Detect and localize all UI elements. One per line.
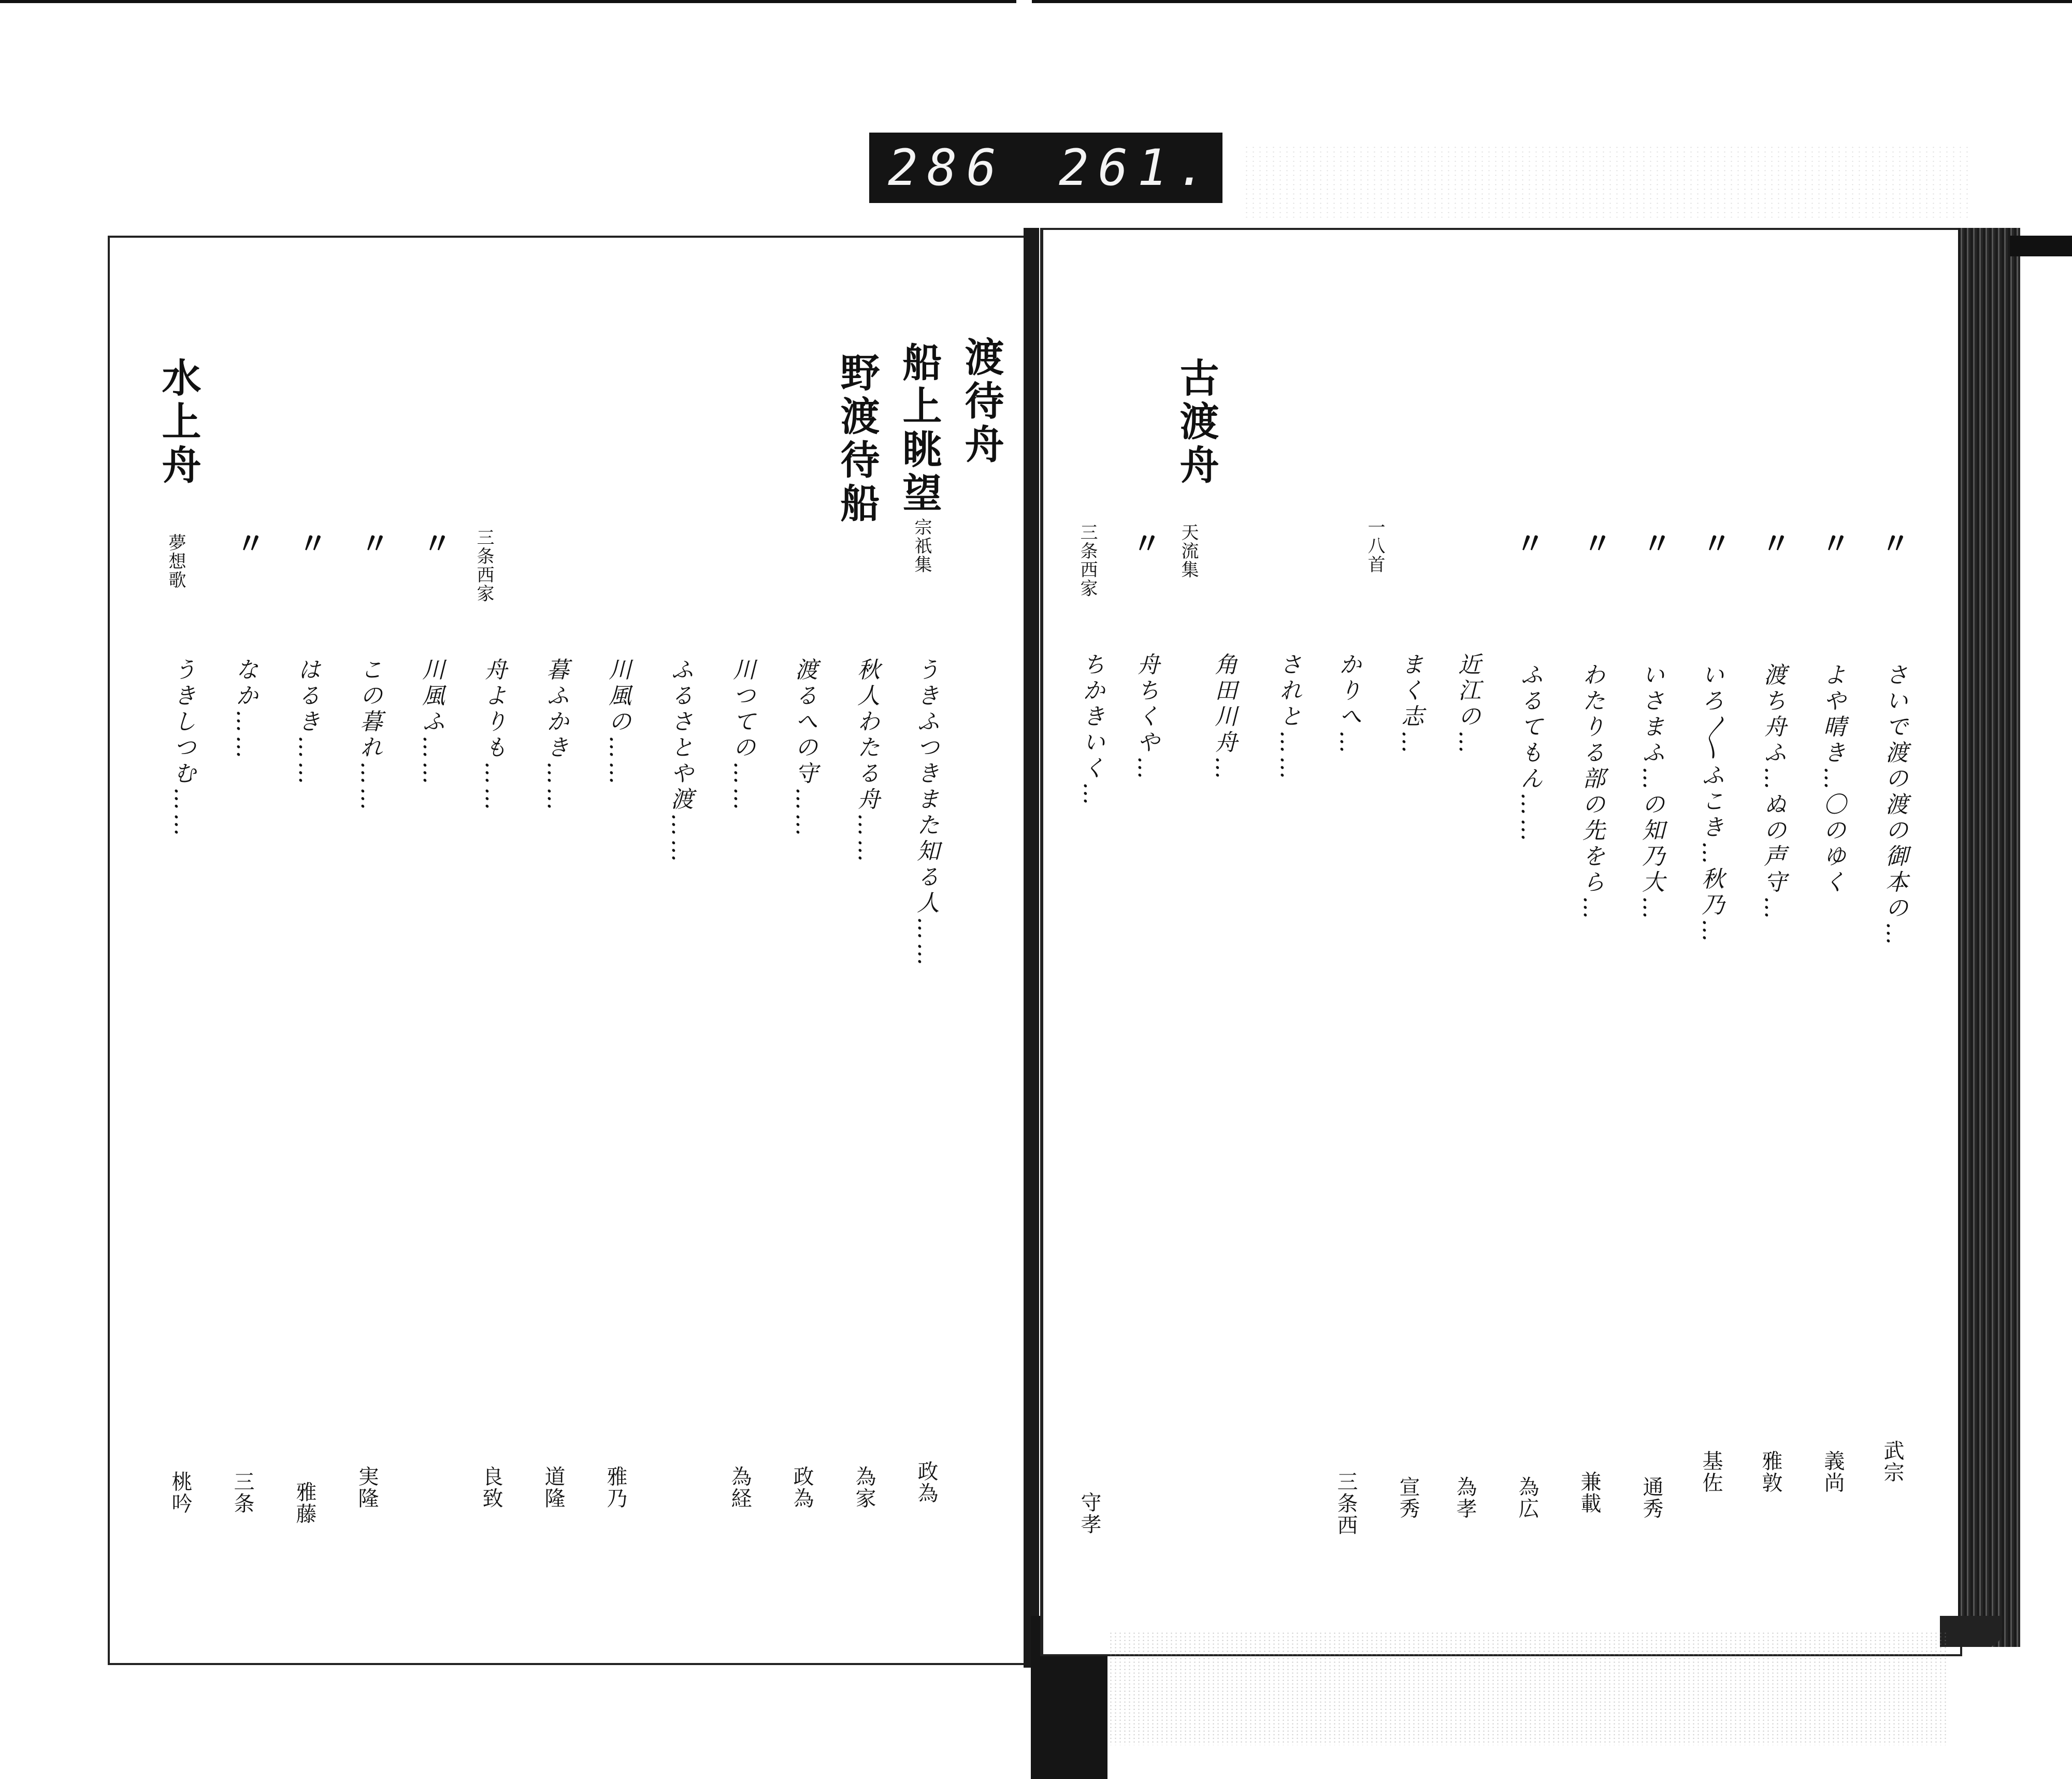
left-poet-11: 桃吟 [168,1471,192,1514]
right-poet-10: 三条西 [1334,1471,1358,1536]
right-poem-6: わたりる部の先をら… [1578,663,1605,922]
left-poet-9: 雅藤 [293,1481,316,1525]
left-poem-10: この暮れ…… [356,658,382,813]
top-border-gap [1016,0,1032,3]
right-poem-12: 角田川舟… [1211,653,1237,782]
left-title-1: 渡待舟 [958,337,1004,467]
ditto-mark: 〃 [294,528,328,557]
left-poem-4: 川つての…… [729,658,755,813]
left-poem-13: うきしつむ…… [169,658,196,839]
right-poem-11: されと…… [1275,653,1302,782]
left-poem-6: 川風の…… [605,658,631,787]
right-poet-6: 兼載 [1577,1471,1601,1514]
left-poem-1: うきふつきまた知る人…… [913,658,939,968]
right-subtitle-1: 天流集 [1178,523,1199,579]
left-subtitle-3: 夢想歌 [165,533,186,589]
right-poet-7: 為広 [1515,1476,1539,1520]
top-border [0,0,2072,3]
left-poet-3: 政為 [790,1466,814,1509]
right-poem-5: いさまふ…の知乃大… [1638,663,1664,922]
ditto-mark: 〃 [232,528,266,557]
right-poet-5: 通秀 [1639,1476,1663,1520]
ditto-mark: 〃 [1128,528,1162,557]
page-counter-label [869,133,1222,203]
ditto-mark: 〃 [1697,528,1732,557]
left-poem-12: なか…… [232,658,258,761]
left-title-4: 水上舟 [155,357,202,488]
left-poet-4: 為経 [728,1466,752,1509]
left-poem-3: 渡るへの守…… [791,658,817,839]
right-poem-2: よや晴き…〇のゆく [1819,663,1846,896]
right-poet-4: 基佐 [1699,1450,1723,1494]
right-poet-11: 守孝 [1077,1492,1101,1535]
right-title: 古渡舟 [1173,357,1219,488]
ditto-mark: 〃 [1638,528,1672,557]
left-title-3: 野渡待船 [834,352,880,526]
right-subtitle-2: 一八首 [1364,518,1385,574]
left-poet-5: 雅乃 [603,1466,627,1509]
left-poet-2: 為家 [852,1466,876,1509]
right-poem-3: 渡ち舟ふ…ぬの声守… [1760,663,1786,922]
ditto-mark: 〃 [1578,528,1613,557]
right-poem-7: ふるてもん…… [1516,663,1543,844]
right-poet-1: 武宗 [1880,1440,1904,1483]
counter-right-number: 261. [1059,139,1216,197]
right-poet-9: 宣秀 [1396,1476,1420,1520]
right-poem-8: 近江の… [1454,653,1480,756]
book-spine [1024,228,1039,1668]
right-poem-4: いろ〱ふこき…秋乃… [1697,663,1724,945]
left-poet-10: 三条 [231,1471,254,1514]
right-poem-14: ちかきいく… [1078,653,1105,808]
left-poem-2: 秋人わたる舟…… [853,658,880,865]
left-poet-1: 政為 [914,1460,938,1504]
page-edges-foot [1940,1616,2002,1647]
ditto-mark: 〃 [356,528,390,557]
page-edges [1958,228,2020,1647]
ditto-mark: 〃 [1817,528,1851,557]
right-poet-3: 雅敦 [1759,1450,1782,1494]
right-poem-1: さいで渡の渡の御本の… [1881,663,1908,948]
ditto-mark: 〃 [418,528,452,557]
ditto-mark: 〃 [1757,528,1791,557]
left-subtitle-2: 三条西家 [473,528,494,603]
scan-noise-bottom [1109,1631,1948,1745]
left-title-2: 船上眺望 [896,342,942,516]
right-subtitle-3: 三条西家 [1077,523,1098,598]
right-poem-10: かりへ… [1335,653,1361,756]
counter-left-number: 286 [888,139,1006,197]
left-poem-8: 舟よりも…… [480,658,507,813]
right-poem-13: 舟ちくや… [1133,653,1159,782]
right-poem-9: まく志… [1397,653,1423,756]
scan-noise-top [1243,145,1968,218]
right-poet-8: 為孝 [1453,1476,1477,1520]
ditto-mark: 〃 [1511,528,1545,557]
left-poem-11: はるき…… [294,658,320,787]
left-poem-9: 川風ふ…… [418,658,444,787]
left-poet-7: 良致 [479,1466,503,1509]
right-poet-2: 義尚 [1821,1450,1845,1494]
left-subtitle-1: 宗祇集 [911,518,932,574]
ditto-mark: 〃 [1876,528,1910,557]
left-poem-5: ふるさとや渡…… [667,658,693,865]
left-poet-8: 実隆 [355,1466,379,1509]
cover-edge [2010,236,2072,256]
left-poet-6: 道隆 [541,1466,565,1509]
left-poem-7: 暮ふかき…… [542,658,569,813]
